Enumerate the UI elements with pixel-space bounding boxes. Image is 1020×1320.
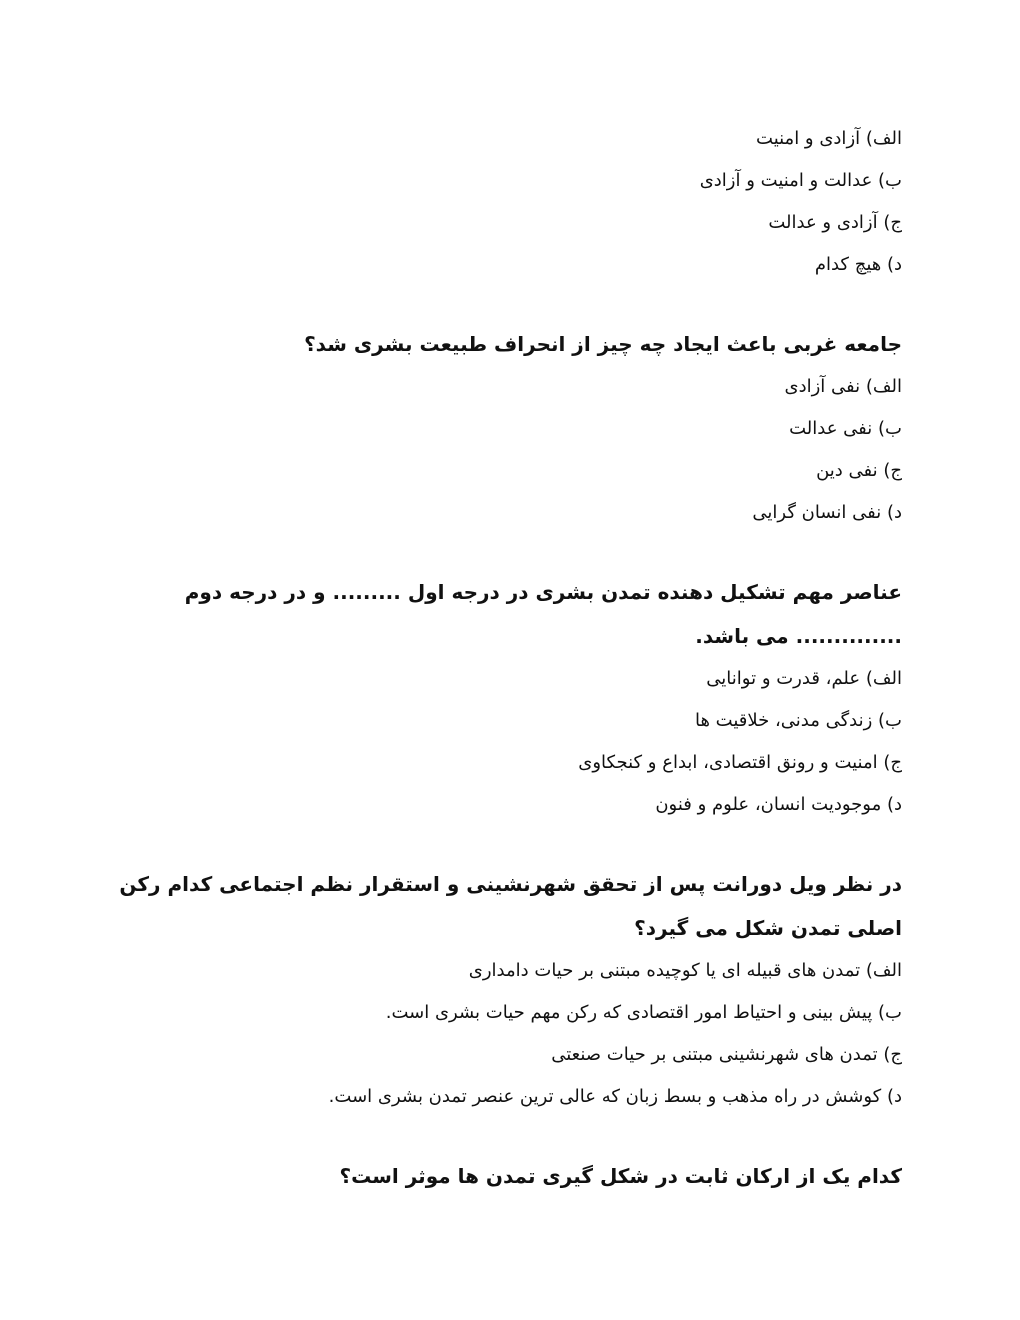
option-3-jim: ج) امنیت و رونق اقتصادی، ابداع و کنجکاوی xyxy=(578,752,902,773)
option-3-dal: د) موجودیت انسان، علوم و فنون xyxy=(655,794,902,815)
option-3-alef: الف) علم، قدرت و توانایی xyxy=(706,668,902,689)
option-1-dal: د) هیچ کدام xyxy=(814,254,902,275)
question-text-2: جامعه غربی باعث ایجاد چه چیز از انحراف طبیعت بشری شد؟ xyxy=(304,332,902,356)
options-list-4 xyxy=(112,950,902,1118)
question-block-3 xyxy=(112,570,902,826)
question-block-5 xyxy=(112,1154,902,1198)
options-list-3 xyxy=(112,658,902,826)
option-3-be: ب) زندگی مدنی، خلاقیت ها xyxy=(694,710,902,731)
option-4-alef: الف) تمدن های قبیله ای یا کوچیده مبتنی بر حیات دامداری xyxy=(468,960,902,981)
question-block-1 xyxy=(112,118,902,286)
option-4-be: ب) پیش بینی و احتیاط امور اقتصادی که رکن مهم حیات بشری است. xyxy=(385,1002,902,1023)
option-2-jim: ج) نفی دین xyxy=(816,460,902,481)
question-text-4: در نظر ویل دورانت پس از تحقق شهرنشینی و استقرار نظم اجتماعی کدام رکن اصلی تمدن شکل می گیرد؟ xyxy=(119,872,902,940)
option-2-be: ب) نفی عدالت xyxy=(789,418,902,439)
option-4-dal: د) کوشش در راه مذهب و بسط زبان که عالی ترین عنصر تمدن بشری است. xyxy=(328,1086,902,1107)
option-1-alef: الف) آزادی و امنیت xyxy=(756,128,902,149)
option-1-jim: ج) آزادی و عدالت xyxy=(768,212,902,233)
options-list-2 xyxy=(112,366,902,534)
question-text-5: کدام یک از ارکان ثابت در شکل گیری تمدن ها موثر است؟ xyxy=(339,1164,902,1188)
quiz-content xyxy=(112,118,902,1198)
options-list-1 xyxy=(112,118,902,286)
question-block-4 xyxy=(112,862,902,1118)
option-2-alef: الف) نفی آزادی xyxy=(784,376,902,397)
option-2-dal: د) نفی انسان گرایی xyxy=(752,502,902,523)
option-1-be: ب) عدالت و امنیت و آزادی xyxy=(699,170,902,191)
option-4-jim: ج) تمدن های شهرنشینی مبتنی بر حیات صنعتی xyxy=(551,1044,902,1065)
question-block-2 xyxy=(112,322,902,534)
question-text-3: عناصر مهم تشکیل دهنده تمدن بشری در درجه اول ......... و در درجه دوم .............. می باشد. xyxy=(184,580,902,648)
